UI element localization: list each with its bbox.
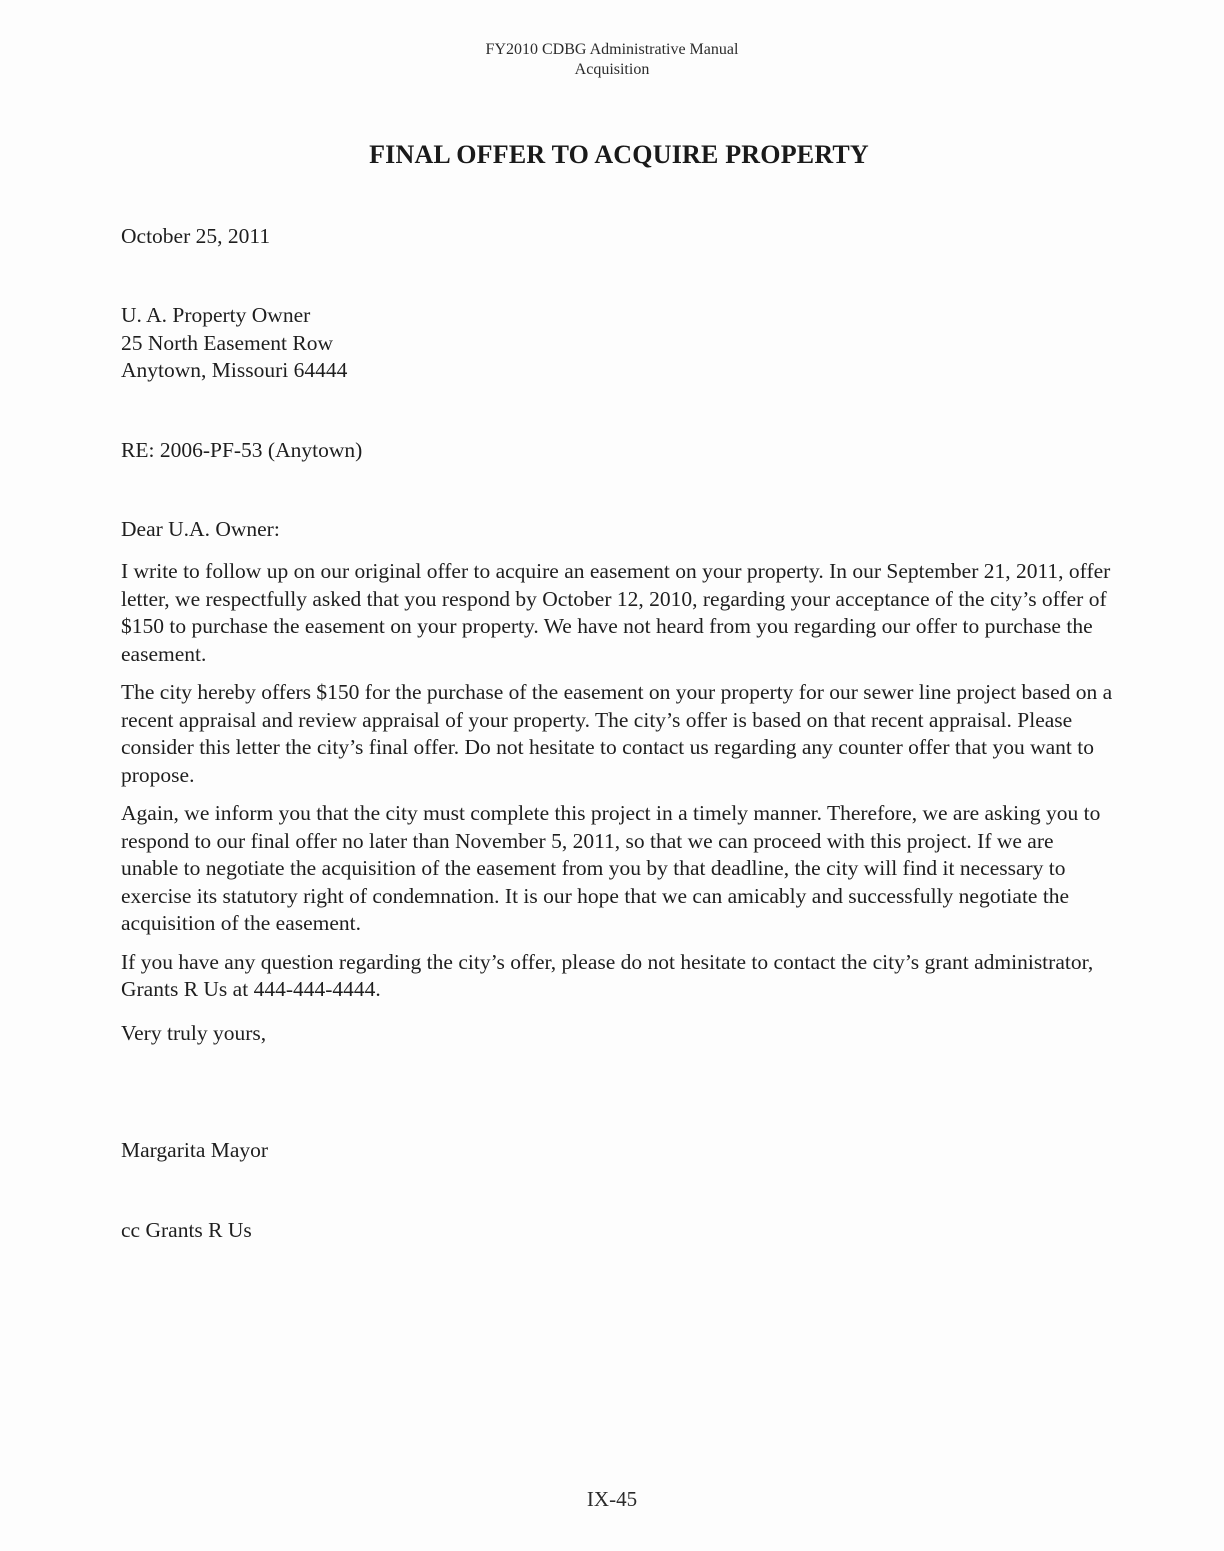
signer-name: Margarita Mayor [121, 1138, 269, 1162]
manual-title: FY2010 CDBG Administrative Manual [485, 41, 739, 58]
letter-date: October 25, 2011 [121, 224, 271, 248]
recipient-street: 25 North Easement Row [121, 330, 333, 355]
salutation: Dear U.A. Owner: [121, 517, 280, 541]
document-title: FINAL OFFER TO ACQUIRE PROPERTY [369, 140, 869, 169]
body-paragraph-3: Again, we inform you that the city must complete this project in a timely manner. Therefore, we are asking you to respond to our final offer no later than November 5, 2011, so that we can proceed with this project. If we are unable to negotiate the acquisition of the easement from you by that deadline, the city will find it necessary to exercise its statutory right of condemnation. It is our hope that we can amicably and successfully negotiate the acquisition of the easement. [121, 801, 1101, 935]
closing: Very truly yours, [121, 1021, 267, 1045]
letter-body [121, 558, 1113, 1015]
body-paragraph-2: The city hereby offers $150 for the purchase of the easement on your property for our sewer line project based on a recent appraisal and review appraisal of your property. The city’s offer is based on that recent appraisal. Please consider this letter the city’s final offer. Do not hesitate to contact us regarding any counter offer that you want to propose. [121, 680, 1113, 787]
body-paragraph-1: I write to follow up on our original offer to acquire an easement on your property. In our September 21, 2011, offer letter, we respectfully asked that you respond by October 12, 2010, regarding your acceptance of the city’s offer of $150 to purchase the easement on your property. We have not heard from you regarding our offer to purchase the easement. [121, 559, 1111, 666]
reference-line: RE: 2006-PF-53 (Anytown) [121, 438, 363, 462]
body-paragraph-4: If you have any question regarding the city’s offer, please do not hesitate to contact the city’s grant administrator, Grants R Us at 444-444-4444. [121, 949, 1094, 1001]
section-name: Acquisition [574, 61, 650, 78]
running-header [0, 40, 1224, 80]
recipient-address [121, 302, 1121, 385]
cc-line: cc Grants R Us [121, 1218, 252, 1242]
recipient-name: U. A. Property Owner [121, 303, 311, 327]
page-number: IX-45 [586, 1487, 638, 1511]
recipient-city-state-zip: Anytown, Missouri 64444 [121, 358, 348, 382]
